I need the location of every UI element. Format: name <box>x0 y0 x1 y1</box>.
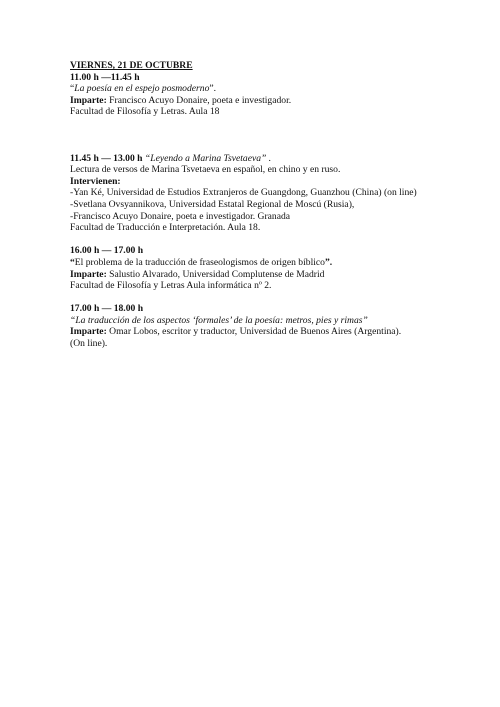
imparte-line <box>70 326 440 338</box>
session-location: Facultad de Filosofía y Letras. Aula 18 <box>70 106 220 118</box>
speaker-item: -Yan Ké, Universidad de Estudios Extranjeros de Guangdong, Guanzhou (China) (on line) <box>70 187 417 199</box>
session-location: Facultad de Filosofía y Letras Aula informática nº 2. <box>70 280 272 292</box>
imparte-label: Imparte: <box>70 268 107 280</box>
session-3 <box>70 245 440 291</box>
session-location: Facultad de Traducción e Interpretación. Aula 18. <box>70 222 261 234</box>
session-time: 16.00 h — 17.00 h <box>70 245 144 257</box>
imparte-label: Imparte: <box>70 326 107 338</box>
day-heading: VIERNES, 21 DE OCTUBRE <box>70 60 193 71</box>
session-title: “La traducción de los aspectos ‘formales’ de la poesía: metros, pies y rimas” <box>70 314 368 326</box>
intervienen-label: Intervienen: <box>70 175 121 187</box>
imparte-line <box>70 269 440 281</box>
quote-open: “ <box>70 83 75 95</box>
quote-close: ”. <box>209 83 217 95</box>
session-description: Lectura de versos de Marina Tsvetaeva en español, en chino y en ruso. <box>70 164 341 176</box>
session-time-title-line <box>70 153 440 165</box>
session-time: 11.45 h — 13.00 h <box>70 152 143 164</box>
session-title-line <box>70 257 440 269</box>
session-title: El problema de la traducción de fraseologismos de origen bíblico <box>74 256 325 268</box>
session-time: 11.00 h —11.45 h <box>70 71 140 83</box>
session-4 <box>70 303 440 349</box>
spacer <box>70 130 440 153</box>
imparte-line <box>70 95 440 107</box>
session-time: 17.00 h — 18.00 h <box>70 303 144 315</box>
speaker-item: -Francisco Acuyo Donaire, poeta e investigador. Granada <box>70 210 291 222</box>
imparte-text: Salustio Alvarado, Universidad Complutense de Madrid <box>106 268 325 280</box>
session-title: “Leyendo a Marina Tsvetaeva” . <box>142 152 272 164</box>
quote-open: “ <box>70 256 75 268</box>
session-2 <box>70 153 440 234</box>
session-note: (On line). <box>70 338 108 350</box>
imparte-label: Imparte: <box>70 94 107 106</box>
speaker-item: -Svetlana Ovsyannikova, Universidad Estatal Regional de Moscú (Rusia), <box>70 198 355 210</box>
session-title: La poesía en el espejo posmoderno <box>74 83 210 95</box>
program-content <box>70 60 440 361</box>
session-title-line <box>70 83 440 95</box>
imparte-text: Omar Lobos, escritor y traductor, Universidad de Buenos Aires (Argentina). <box>106 326 402 338</box>
quote-close: ”. <box>324 256 333 268</box>
session-1 <box>70 72 440 118</box>
imparte-text: Francisco Acuyo Donaire, poeta e investigador. <box>106 94 292 106</box>
